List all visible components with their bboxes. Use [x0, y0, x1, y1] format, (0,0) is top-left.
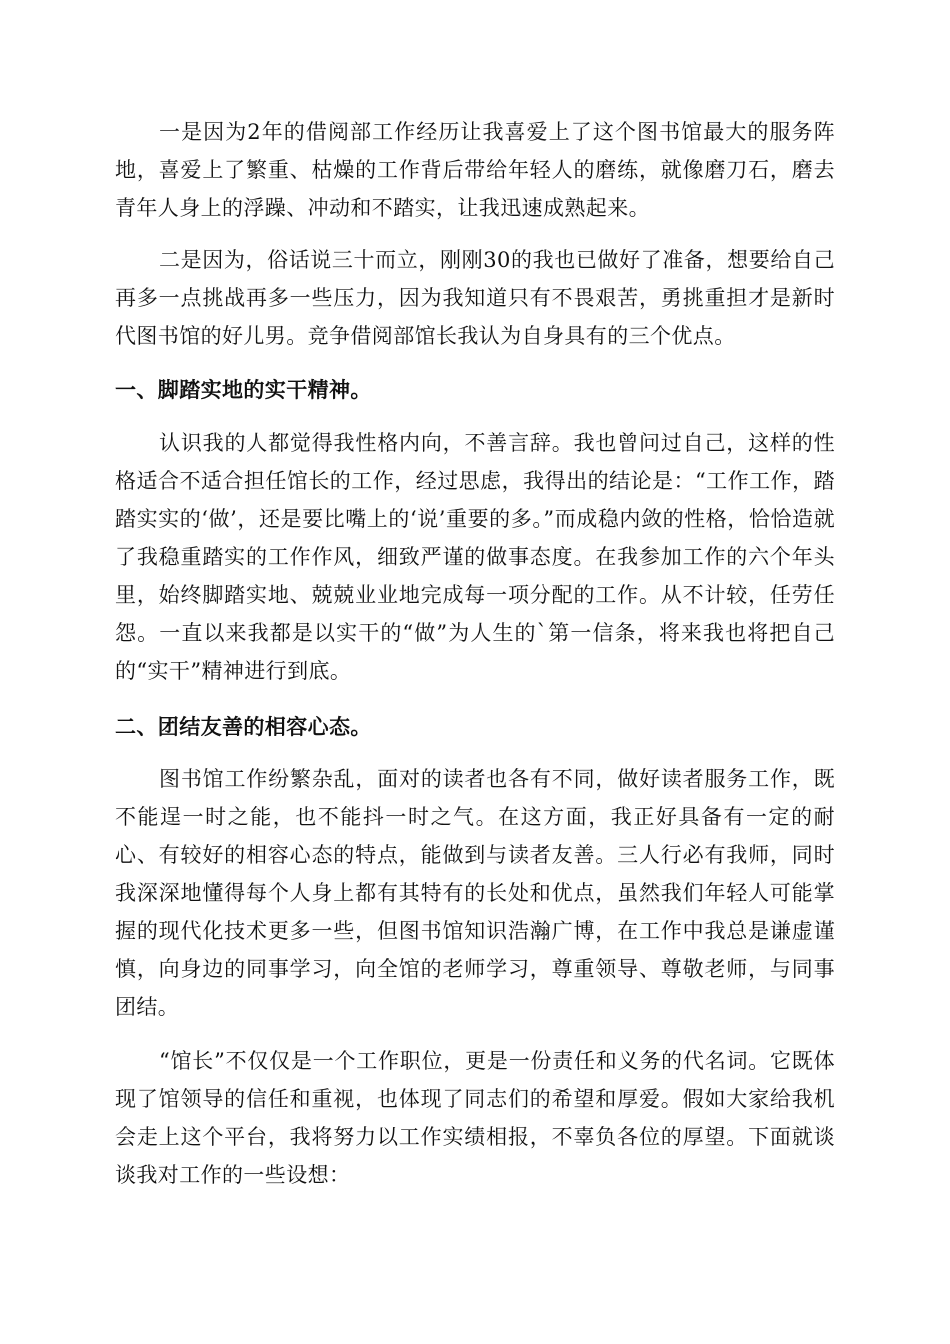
heading-practical-spirit: 一、脚踏实地的实干精神。 — [115, 378, 372, 402]
paragraph-curator-role: “馆长”不仅仅是一个工作职位，更是一份责任和义务的代名词。它既体现了馆领导的信任和重视，也体现了同志们的希望和厚爱。假如大家给我机会走上这个平台，我将努力以工作实绩相报，不辜负各位的厚望。下面就谈谈我对工作的一些设想： — [115, 1049, 835, 1187]
paragraph-tolerant-attitude: 图书馆工作纷繁杂乱，面对的读者也各有不同，做好读者服务工作，既不能逞一时之能，也不能抖一时之气。在这方面，我正好具备有一定的耐心、有较好的相容心态的特点，能做到与读者友善。三人行必有我师，同时我深深地懂得每个人身上都有其特有的长处和优点，虽然我们年轻人可能掌握的现代化技术更多一些，但图书馆知识浩瀚广博，在工作中我总是谦虚谨慎，向身边的同事学习，向全馆的老师学习，尊重领导、尊敬老师，与同事团结。 — [115, 767, 835, 1019]
paragraph-experience: 一是因为2年的借阅部工作经历让我喜爱上了这个图书馆最大的服务阵地，喜爱上了繁重、枯燥的工作背后带给年轻人的磨练，就像磨刀石，磨去青年人身上的浮躁、冲动和不踏实，让我迅速成熟起来。 — [115, 120, 835, 220]
paragraph-practical-spirit: 认识我的人都觉得我性格内向，不善言辞。我也曾问过自己，这样的性格适合不适合担任馆长的工作，经过思虑，我得出的结论是：“工作工作，踏踏实实的‘做’，还是要比嘴上的‘说’重要的多。”而成稳内敛的性格，恰恰造就了我稳重踏实的工作作风，细致严谨的做事态度。在我参加工作的六个年头里，始终脚踏实地、兢兢业业地完成每一项分配的工作。从不计较，任劳任怨。一直以来我都是以实干的“做”为人生的`第一信条，将来我也将把自己的“实干”精神进行到底。 — [115, 431, 835, 683]
heading-tolerant-attitude: 二、团结友善的相容心态。 — [115, 715, 372, 739]
paragraph-thirty: 二是因为，俗话说三十而立，刚刚30的我也已做好了准备，想要给自己再多一点挑战再多一些压力，因为我知道只有不畏艰苦，勇挑重担才是新时代图书馆的好儿男。竞争借阅部馆长我认为自身具有的三个优点。 — [115, 248, 835, 348]
